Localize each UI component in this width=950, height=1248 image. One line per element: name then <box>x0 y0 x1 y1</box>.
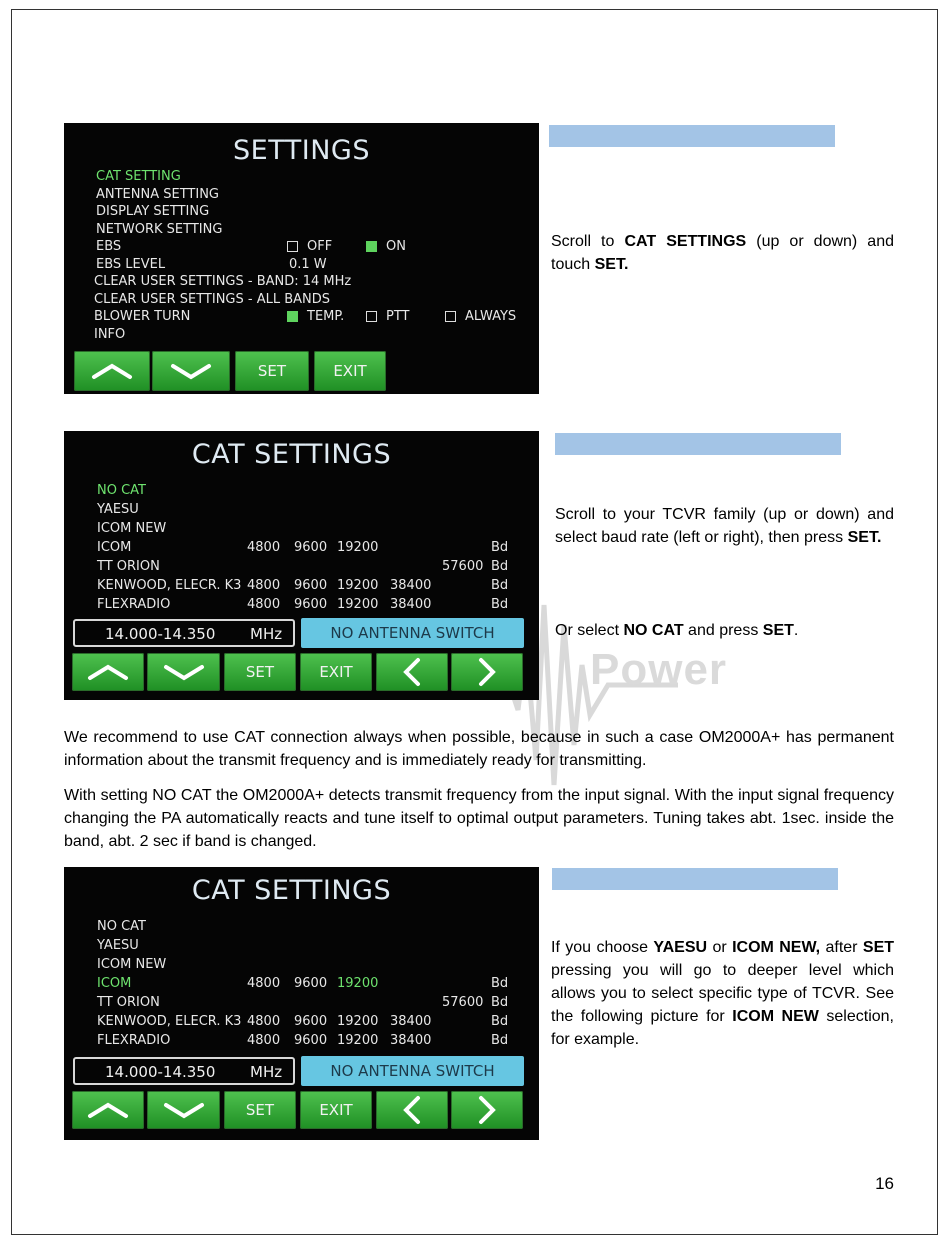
baud-19200[interactable]: 19200 <box>337 1033 379 1048</box>
cat-row-icom[interactable]: ICOM <box>97 540 132 555</box>
frequency-unit: MHz <box>250 1063 283 1081</box>
baud-38400[interactable]: 38400 <box>390 578 432 593</box>
ebs-level-value: 0.1 W <box>289 257 327 272</box>
caption-bar-3 <box>552 868 838 890</box>
baud-38400[interactable]: 38400 <box>390 1033 432 1048</box>
instruction-1: Scroll to CAT SETTINGS (up or down) and touch SET. <box>551 233 895 273</box>
paragraph-no-cat: With setting NO CAT the OM2000A+ detects transmit frequency from the input signal. With the input signal frequency changing the PA automatically reacts and tune itself to optimal output parameters. Tuning takes abt. 1sec. inside the band, abt. 2 sec if band is changed. <box>64 787 894 850</box>
settings-screen <box>64 123 539 394</box>
baud-9600[interactable]: 9600 <box>294 540 328 555</box>
baud-unit: Bd <box>491 559 509 574</box>
chevron-down-icon <box>169 361 213 381</box>
baud-19200-selected[interactable]: 19200 <box>337 976 379 991</box>
frequency-range: 14.000-14.350 <box>105 625 216 643</box>
cat-row-yaesu[interactable]: YAESU <box>97 938 139 953</box>
chevron-up-icon <box>86 662 130 682</box>
scroll-up-button[interactable] <box>72 1091 144 1129</box>
baud-19200[interactable]: 19200 <box>337 540 379 555</box>
baud-9600[interactable]: 9600 <box>294 976 328 991</box>
set-button[interactable]: SET <box>224 653 296 691</box>
baud-unit: Bd <box>491 578 509 593</box>
baud-57600[interactable]: 57600 <box>442 995 484 1010</box>
cat-row-icom[interactable]: ICOM <box>97 976 132 991</box>
baud-9600[interactable]: 9600 <box>294 1033 328 1048</box>
scroll-up-button[interactable] <box>72 653 144 691</box>
blower-always-checkbox[interactable] <box>445 311 456 322</box>
cat-settings-screen-2 <box>64 867 539 1140</box>
cat-row-flexradio[interactable]: FLEXRADIO <box>97 1033 171 1048</box>
cat-row-kenwood[interactable]: KENWOOD, ELECR. K3 <box>97 1014 242 1029</box>
baud-9600[interactable]: 9600 <box>294 597 328 612</box>
cat-row-icom-new[interactable]: ICOM NEW <box>97 521 167 536</box>
instruction-4: If you choose YAESU or ICOM NEW, after SET pressing you will go to deeper level which allows you to select specific type of TCVR. See the following picture for ICOM NEW selection, for example. <box>551 939 895 1048</box>
frequency-unit: MHz <box>250 625 283 643</box>
cat-settings-title: CAT SETTINGS <box>191 439 392 470</box>
cat-row-flexradio[interactable]: FLEXRADIO <box>97 597 171 612</box>
baud-4800[interactable]: 4800 <box>247 1014 281 1029</box>
baud-4800[interactable]: 4800 <box>247 578 281 593</box>
baud-4800[interactable]: 4800 <box>247 540 281 555</box>
menu-network-setting[interactable]: NETWORK SETTING <box>96 222 223 237</box>
exit-button[interactable]: EXIT <box>300 653 372 691</box>
set-button[interactable]: SET <box>224 1091 296 1129</box>
chevron-right-icon <box>475 1095 499 1125</box>
scroll-down-button[interactable] <box>147 1091 220 1129</box>
ebs-on-label: ON <box>386 239 406 254</box>
baud-19200[interactable]: 19200 <box>337 597 379 612</box>
menu-clear-band[interactable]: CLEAR USER SETTINGS - BAND: 14 MHz <box>94 274 352 289</box>
menu-ebs-level[interactable]: EBS LEVEL <box>96 257 166 272</box>
menu-ebs[interactable]: EBS <box>96 239 122 254</box>
cat-row-tt-orion[interactable]: TT ORION <box>97 995 160 1010</box>
baud-unit: Bd <box>491 976 509 991</box>
chevron-left-icon <box>400 1095 424 1125</box>
page-number: 16 <box>875 1174 894 1193</box>
scroll-down-button[interactable] <box>152 351 230 391</box>
chevron-right-icon <box>475 657 499 687</box>
cat-row-tt-orion[interactable]: TT ORION <box>97 559 160 574</box>
paragraph-recommend: We recommend to use CAT connection always when possible, because in such a case OM2000A+ has permanent information about the transmit frequency and is immediately ready for transmitting. <box>64 729 894 769</box>
baud-unit: Bd <box>491 540 509 555</box>
blower-temp-label: TEMP. <box>307 309 345 324</box>
baud-4800[interactable]: 4800 <box>247 597 281 612</box>
frequency-range: 14.000-14.350 <box>105 1063 216 1081</box>
baud-4800[interactable]: 4800 <box>247 976 281 991</box>
chevron-left-icon <box>400 657 424 687</box>
chevron-up-icon <box>90 361 134 381</box>
chevron-down-icon <box>162 1100 206 1120</box>
caption-bar-1 <box>549 125 835 147</box>
baud-4800[interactable]: 4800 <box>247 1033 281 1048</box>
cat-settings-screen-1 <box>64 431 539 700</box>
baud-19200[interactable]: 19200 <box>337 1014 379 1029</box>
settings-title: SETTINGS <box>233 135 370 166</box>
baud-38400[interactable]: 38400 <box>390 597 432 612</box>
cat-row-kenwood[interactable]: KENWOOD, ELECR. K3 <box>97 578 242 593</box>
exit-button[interactable]: EXIT <box>300 1091 372 1129</box>
caption-bar-2 <box>555 433 841 455</box>
antenna-switch-button[interactable]: NO ANTENNA SWITCH <box>301 618 524 648</box>
menu-antenna-setting[interactable]: ANTENNA SETTING <box>96 187 219 202</box>
watermark-text: Power <box>590 645 728 694</box>
cat-row-no-cat[interactable]: NO CAT <box>97 483 146 498</box>
baud-left-button[interactable] <box>376 1091 448 1129</box>
cat-row-no-cat[interactable]: NO CAT <box>97 919 146 934</box>
baud-right-button[interactable] <box>451 653 523 691</box>
menu-display-setting[interactable]: DISPLAY SETTING <box>96 204 210 219</box>
instruction-3: Or select NO CAT and press SET. <box>555 622 799 639</box>
baud-19200[interactable]: 19200 <box>337 578 379 593</box>
menu-info[interactable]: INFO <box>94 327 126 342</box>
baud-38400[interactable]: 38400 <box>390 1014 432 1029</box>
exit-button[interactable]: EXIT <box>314 351 386 391</box>
ebs-off-checkbox[interactable] <box>287 241 298 252</box>
baud-unit: Bd <box>491 995 509 1010</box>
antenna-switch-button[interactable]: NO ANTENNA SWITCH <box>301 1056 524 1086</box>
cat-row-icom-new[interactable]: ICOM NEW <box>97 957 167 972</box>
blower-always-label: ALWAYS <box>465 309 517 324</box>
instruction-2: Scroll to your TCVR family (up or down) and select baud rate (left or right), then press SET. <box>555 506 894 546</box>
ebs-off-label: OFF <box>307 239 333 254</box>
blower-temp-checkbox[interactable] <box>287 311 298 322</box>
baud-57600[interactable]: 57600 <box>442 559 484 574</box>
menu-clear-all[interactable]: CLEAR USER SETTINGS - ALL BANDS <box>94 292 331 307</box>
frequency-box <box>73 619 295 647</box>
cat-settings-title: CAT SETTINGS <box>191 875 392 906</box>
blower-ptt-checkbox[interactable] <box>366 311 377 322</box>
baud-right-button[interactable] <box>451 1091 523 1129</box>
baud-unit: Bd <box>491 1033 509 1048</box>
cat-row-yaesu[interactable]: YAESU <box>97 502 139 517</box>
blower-ptt-label: PTT <box>386 309 410 324</box>
scroll-up-button[interactable] <box>74 351 150 391</box>
menu-cat-setting[interactable]: CAT SETTING <box>96 169 181 184</box>
baud-unit: Bd <box>491 597 509 612</box>
baud-9600[interactable]: 9600 <box>294 1014 328 1029</box>
baud-left-button[interactable] <box>376 653 448 691</box>
chevron-down-icon <box>162 662 206 682</box>
baud-unit: Bd <box>491 1014 509 1029</box>
chevron-up-icon <box>86 1100 130 1120</box>
scroll-down-button[interactable] <box>147 653 220 691</box>
frequency-box <box>73 1057 295 1085</box>
ebs-on-checkbox[interactable] <box>366 241 377 252</box>
menu-blower-turn[interactable]: BLOWER TURN <box>94 309 191 324</box>
baud-9600[interactable]: 9600 <box>294 578 328 593</box>
set-button[interactable]: SET <box>235 351 309 391</box>
